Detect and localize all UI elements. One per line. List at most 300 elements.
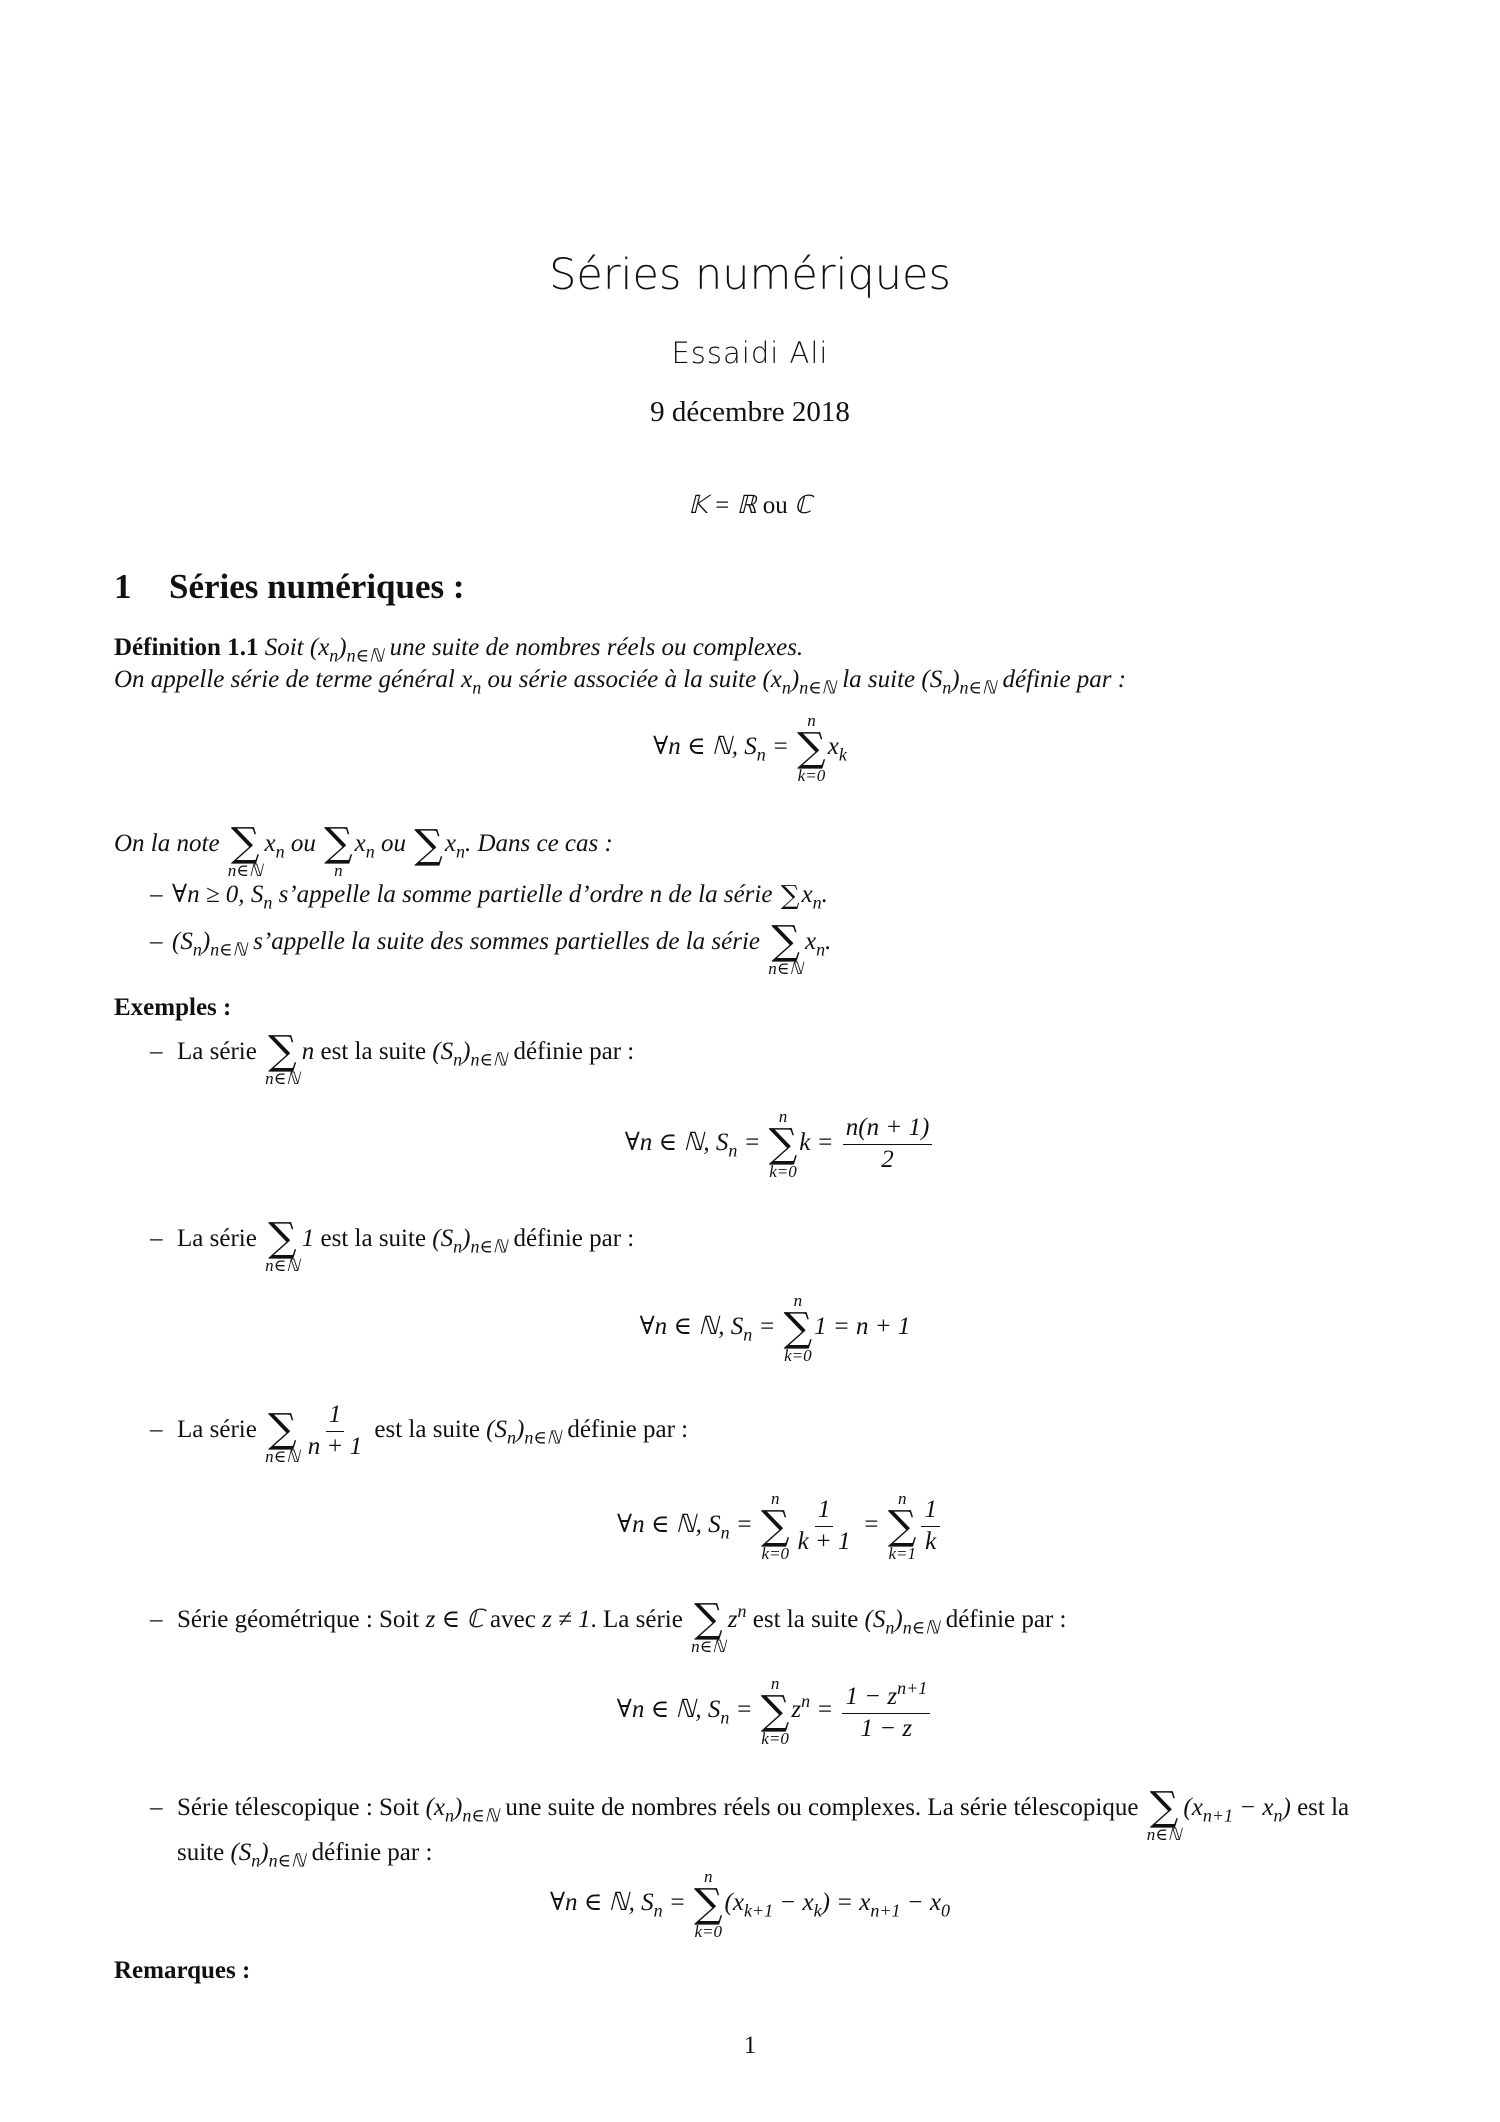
math-expression — [617, 1489, 943, 1563]
example-equation — [50, 1292, 1500, 1364]
math-run: n — [251, 1850, 261, 1871]
math-run: ( — [172, 928, 181, 956]
denominator — [305, 1432, 365, 1462]
group — [114, 634, 804, 666]
math-run: S — [872, 1606, 886, 1634]
example-equation — [60, 1490, 1500, 1562]
fraction — [795, 1496, 854, 1557]
math-run: n∈ℕ — [210, 939, 247, 960]
math-run: n — [756, 744, 766, 765]
sum-lower-limit — [694, 1923, 722, 1940]
math-run: z ≠ 1 — [542, 1606, 591, 1634]
example-text — [177, 1401, 689, 1466]
math-run: x — [433, 1794, 445, 1822]
text-run: s’appelle la somme partielle d’ordre — [272, 881, 650, 908]
definition-bullet — [150, 880, 828, 914]
math-run: k=0 — [694, 1922, 722, 1941]
math-expression — [616, 1674, 933, 1748]
summation — [761, 1675, 790, 1747]
dash-marker: – — [150, 928, 163, 956]
group — [226, 819, 285, 880]
subscript-expr — [804, 928, 826, 960]
text-run: La série — [177, 1416, 264, 1444]
math-expression — [412, 822, 465, 869]
group — [864, 1606, 903, 1638]
subscript — [870, 1900, 900, 1920]
subscript — [757, 744, 766, 764]
text-run: une suite de nombres réels ou complexes. — [383, 634, 804, 661]
math-run: n+1 — [897, 1678, 928, 1699]
math-run: 1 — [301, 1225, 315, 1253]
sum-lower-limit — [334, 862, 343, 879]
math-run: n — [334, 860, 343, 880]
text-run: est la suite — [314, 1038, 433, 1066]
denominator — [878, 1145, 897, 1175]
text-run: Série géométrique : Soit — [177, 1606, 426, 1634]
subscript — [814, 1900, 822, 1920]
math-expression — [226, 819, 285, 880]
italic-text — [172, 880, 828, 913]
math-run: = — [765, 732, 796, 760]
math-run: ) — [516, 1416, 525, 1444]
math-expression — [322, 819, 375, 880]
subscript-expr — [708, 1510, 730, 1543]
sigma-symbol: ∑ — [324, 819, 353, 866]
subscript-expr — [921, 666, 997, 698]
group — [114, 819, 613, 880]
math-run: S — [929, 666, 943, 693]
math-run: x — [770, 666, 782, 693]
math-run: n — [897, 1489, 907, 1508]
math-run: ∀n ∈ ℕ, — [616, 1695, 708, 1723]
subscript — [329, 645, 338, 665]
superscript — [897, 1678, 927, 1698]
group — [845, 1678, 928, 1711]
math-expression — [425, 1794, 500, 1826]
math-expression — [263, 1214, 315, 1275]
subscript — [839, 744, 847, 764]
sum-lower-limit — [769, 1163, 797, 1180]
math-run: ) — [338, 634, 347, 661]
group — [114, 666, 1127, 698]
math-run: n — [445, 1805, 454, 1826]
subscript-expr — [238, 1839, 261, 1871]
text-run: . — [821, 881, 828, 908]
group — [172, 881, 273, 913]
math-run: n — [507, 1427, 516, 1448]
subscript-expr — [1191, 1794, 1233, 1826]
subscript-expr — [641, 1888, 663, 1921]
numerator — [842, 1678, 930, 1714]
math-run: x — [354, 830, 366, 858]
text-run: définie par : — [939, 1606, 1067, 1634]
subscript-expr — [461, 666, 482, 698]
math-run: = — [856, 1510, 886, 1538]
group — [177, 1401, 689, 1466]
math-run: n — [778, 1107, 788, 1126]
subscript — [347, 645, 384, 665]
math-run: n — [720, 1707, 730, 1728]
math-run: x — [1191, 1794, 1203, 1822]
text-run: On la note — [114, 830, 226, 858]
math-expression — [689, 1595, 747, 1656]
bold-label — [114, 634, 258, 661]
math-run: x — [318, 634, 330, 661]
math-run: k=0 — [797, 766, 826, 785]
numerator — [921, 1496, 940, 1527]
math-run: n∈ℕ — [265, 1068, 300, 1088]
group — [617, 1489, 943, 1563]
subscript — [462, 1805, 499, 1825]
section-number: 1 — [114, 567, 132, 606]
sigma-symbol: ∑ — [268, 1027, 297, 1074]
subscript-expr — [732, 1888, 774, 1921]
dash-marker: – — [150, 881, 163, 908]
math-run: n∈ℕ — [265, 1446, 300, 1466]
summation — [768, 910, 803, 977]
subscript — [942, 677, 951, 697]
math-run: k=0 — [769, 1162, 797, 1181]
text-run: Définition 1.1 — [114, 634, 259, 661]
text-run: est la suite — [746, 1606, 865, 1634]
math-run: ) — [260, 1839, 269, 1866]
summation — [324, 812, 353, 879]
text-run: Soit — [258, 634, 310, 661]
group — [921, 666, 960, 698]
subscript — [654, 1900, 663, 1920]
group — [486, 1416, 562, 1448]
math-run: z ∈ ℂ — [425, 1606, 484, 1634]
math-run: 0 — [941, 1900, 951, 1921]
math-expression — [864, 1606, 940, 1638]
math-run: − — [773, 1888, 803, 1916]
math-run: z — [727, 1606, 738, 1634]
text-run: est la — [1290, 1794, 1350, 1822]
subscript — [366, 841, 375, 861]
math-run: n — [192, 939, 202, 960]
text-run: définie par : — [561, 1416, 689, 1444]
subscript — [276, 841, 285, 861]
sigma-symbol: ∑ — [414, 822, 443, 869]
math-run: = — [662, 1888, 692, 1916]
text-run: ou — [374, 830, 413, 858]
math-run: ∀n ≥ 0, — [172, 881, 251, 908]
subscript — [193, 939, 202, 959]
subscript — [941, 1900, 950, 1920]
math-expression — [172, 881, 273, 913]
text-run: définie par : — [507, 1225, 635, 1253]
math-run: n — [649, 881, 663, 908]
subscript-expr — [929, 1888, 951, 1921]
italic-text — [258, 634, 804, 666]
math-run: = — [810, 1695, 840, 1723]
sum-lower-limit — [888, 1545, 916, 1562]
text-run: une suite de nombres réels ou complexes. La série télescopique — [499, 1794, 1145, 1822]
math-run: n∈ℕ — [1146, 1824, 1182, 1844]
text-run: définie par : — [996, 666, 1127, 693]
group — [425, 1794, 463, 1826]
text-run: . La série — [590, 1606, 690, 1634]
text-run: . Dans ce cas : — [464, 830, 613, 858]
text-run: de la série — [662, 881, 779, 908]
math-run: ∀n ∈ ℕ, — [624, 1128, 716, 1156]
italic-text — [114, 819, 613, 880]
summation — [797, 712, 826, 784]
math-run: k+1 — [743, 1900, 774, 1921]
math-run: S — [494, 1416, 507, 1444]
section-title: Séries numériques : — [169, 567, 465, 606]
math-expression — [653, 711, 847, 785]
sigma-symbol: ∑ — [797, 725, 826, 771]
math-run: z — [887, 1683, 898, 1711]
group — [432, 1038, 471, 1070]
subscript — [470, 1236, 507, 1256]
sum-lower-limit — [1147, 1826, 1182, 1843]
math-expression — [309, 634, 384, 666]
math-run: n∈ℕ — [346, 645, 384, 666]
text-run: . — [825, 928, 832, 956]
example-text — [177, 1214, 635, 1275]
sum-lower-limit — [265, 1257, 300, 1274]
text-run: la suite — [835, 666, 922, 693]
math-run: 2 — [881, 1145, 894, 1173]
math-run: x — [929, 1888, 942, 1916]
group — [762, 666, 836, 698]
group — [263, 1214, 315, 1275]
math-run: n — [942, 677, 952, 698]
math-run: 1 — [817, 1495, 831, 1523]
sigma-symbol: ∑ — [771, 917, 800, 964]
group — [172, 928, 211, 960]
group — [624, 1107, 936, 1181]
sum-lower-limit — [761, 1730, 789, 1747]
dash-marker: – — [150, 1794, 163, 1822]
subscript — [1203, 1805, 1233, 1825]
sigma-symbol: ∑ — [268, 1405, 297, 1452]
subscript-expr — [802, 1888, 822, 1921]
example-text — [177, 1595, 1067, 1656]
text-run: On appelle série de terme général — [114, 666, 462, 693]
fraction — [843, 1114, 933, 1175]
text-run: La série — [177, 1038, 264, 1066]
math-expression — [639, 1291, 911, 1365]
math-run: n(n + 1) — [845, 1113, 930, 1141]
sum-lower-limit — [798, 767, 826, 784]
subscript-expr — [715, 1128, 738, 1161]
example-equation — [0, 1868, 1500, 1940]
group — [425, 1794, 500, 1826]
summation — [761, 1490, 790, 1562]
example-item — [150, 1776, 1349, 1843]
sigma-symbol: ∑ — [268, 1214, 297, 1261]
math-run: − — [900, 1888, 930, 1916]
math-run: k=0 — [784, 1346, 812, 1365]
sigma-symbol: ∑ — [694, 1595, 723, 1642]
section-heading — [114, 566, 465, 608]
subscript — [445, 1805, 454, 1825]
group — [639, 1291, 911, 1365]
math-run: ( — [432, 1038, 441, 1066]
math-run: ∀n ∈ ℕ, — [617, 1510, 709, 1538]
math-run: x — [804, 928, 817, 956]
math-run: k=0 — [761, 1544, 790, 1563]
subscript-expr — [180, 928, 202, 960]
group — [412, 822, 465, 869]
group — [230, 1839, 306, 1871]
math-run: k = — [799, 1128, 840, 1156]
subscript-expr — [172, 928, 247, 960]
subscript-expr — [440, 1225, 463, 1257]
superscript-expr — [887, 1678, 928, 1711]
math-run: n — [793, 1291, 803, 1310]
subscript-expr — [929, 666, 952, 698]
math-run: n — [301, 1038, 315, 1066]
text-run: définie par : — [507, 1038, 635, 1066]
math-expression — [624, 1107, 936, 1181]
date: 9 décembre 2018 — [650, 396, 850, 428]
group — [762, 666, 800, 698]
summation — [694, 1868, 723, 1940]
math-run: n∈ℕ — [265, 1255, 300, 1275]
math-run: x — [732, 1888, 744, 1916]
text-run: suite — [177, 1839, 231, 1866]
sum-lower-limit — [265, 1070, 300, 1087]
group — [172, 917, 832, 978]
text-run: avec — [483, 1606, 543, 1634]
subscript — [903, 1617, 940, 1637]
math-run: 1 — [328, 1401, 342, 1429]
text-run: est la suite — [368, 1416, 487, 1444]
group — [689, 492, 812, 519]
math-run: k — [925, 1527, 937, 1555]
group — [864, 1606, 940, 1638]
math-expression — [650, 881, 663, 908]
subscript — [799, 677, 836, 697]
math-run: n∈ℕ — [902, 1617, 940, 1638]
math-run: S — [440, 1038, 454, 1066]
subscript-expr — [707, 1695, 730, 1728]
math-run: k — [838, 744, 847, 765]
math-run: ℂ — [794, 492, 812, 519]
math-run: x — [1262, 1794, 1274, 1822]
example-text — [177, 1783, 1350, 1844]
subscript-expr — [827, 732, 847, 765]
example-equation — [50, 1675, 1500, 1747]
math-run: ( — [486, 1416, 495, 1444]
subscript-expr — [354, 830, 375, 862]
group — [177, 1027, 635, 1088]
subscript — [743, 1324, 752, 1344]
subscript-expr — [444, 830, 465, 862]
math-run: 𝕂 = ℝ — [688, 492, 757, 519]
math-run: n∈ℕ — [470, 1049, 508, 1070]
sigma-symbol: ∑ — [887, 1503, 917, 1549]
math-run: 1 − z — [860, 1714, 913, 1742]
numerator — [815, 1496, 834, 1527]
subscript — [456, 841, 465, 861]
math-run: ∀n ∈ ℕ, — [653, 732, 745, 760]
subscript — [728, 1140, 737, 1160]
sum-lower-limit — [784, 1347, 812, 1364]
subscript-expr — [494, 1416, 517, 1448]
math-run: n — [329, 645, 339, 666]
math-run: S — [707, 1695, 721, 1723]
math-run: k=0 — [761, 1729, 789, 1748]
math-expression — [549, 1867, 951, 1941]
math-run: n — [453, 1236, 463, 1257]
math-run: ( — [864, 1606, 873, 1634]
sigma-symbol: ∑ — [760, 1688, 790, 1734]
text-run: ou — [284, 830, 323, 858]
superscript-expr — [727, 1601, 747, 1634]
group — [322, 819, 375, 880]
math-expression — [1145, 1783, 1291, 1844]
math-run: n — [816, 939, 826, 960]
math-expression — [426, 1606, 484, 1633]
subscript-expr — [440, 1038, 463, 1070]
math-run: ) — [201, 928, 211, 956]
sigma-symbol: ∑ — [1149, 1783, 1179, 1830]
field-definition — [0, 491, 1500, 521]
summation — [414, 815, 443, 877]
math-run: n∈ℕ — [268, 1850, 306, 1871]
math-run: n — [275, 841, 285, 862]
subscript-expr — [730, 1312, 753, 1345]
subscript-expr — [250, 881, 273, 913]
subscript — [507, 1427, 516, 1447]
text-run: s’appelle la suite des sommes partielles de la série — [246, 928, 767, 956]
group — [177, 1595, 1067, 1656]
subscript — [721, 1522, 730, 1542]
summation — [228, 812, 263, 879]
subscript — [524, 1427, 561, 1447]
italic-text — [172, 917, 832, 978]
italic-text — [114, 666, 1127, 698]
denominator — [858, 1714, 916, 1744]
sigma-symbol: ∑ — [780, 880, 800, 911]
group — [258, 634, 804, 666]
author: Essaidi Ali — [671, 336, 829, 370]
math-expression — [461, 666, 482, 698]
math-run: ) — [454, 1794, 463, 1822]
math-run: 1 = n + 1 — [814, 1312, 911, 1340]
math-run: n — [812, 892, 822, 913]
math-run: n∈ℕ — [470, 1236, 508, 1257]
group — [230, 1839, 269, 1871]
text-run: La série — [177, 1225, 264, 1253]
group — [177, 1839, 433, 1871]
group — [432, 1225, 471, 1257]
math-expression — [432, 1225, 508, 1257]
math-expression — [779, 880, 822, 913]
math-run: n — [728, 1140, 738, 1161]
math-run: ∀n ∈ ℕ, — [639, 1312, 731, 1340]
text-run: Série télescopique : Soit — [177, 1794, 426, 1822]
math-run: ) — [462, 1225, 471, 1253]
subscript-expr — [425, 1794, 500, 1826]
math-run: n — [737, 1601, 747, 1622]
math-run: x — [827, 732, 839, 760]
math-run: S — [250, 881, 264, 908]
definition-line-1 — [114, 633, 803, 667]
math-run: n+1 — [870, 1900, 901, 1921]
group — [177, 1214, 635, 1275]
math-run: = — [729, 1695, 759, 1723]
math-run: x — [264, 830, 276, 858]
math-run: n — [743, 1324, 753, 1345]
math-run: n — [720, 1522, 730, 1543]
math-run: S — [744, 732, 757, 760]
